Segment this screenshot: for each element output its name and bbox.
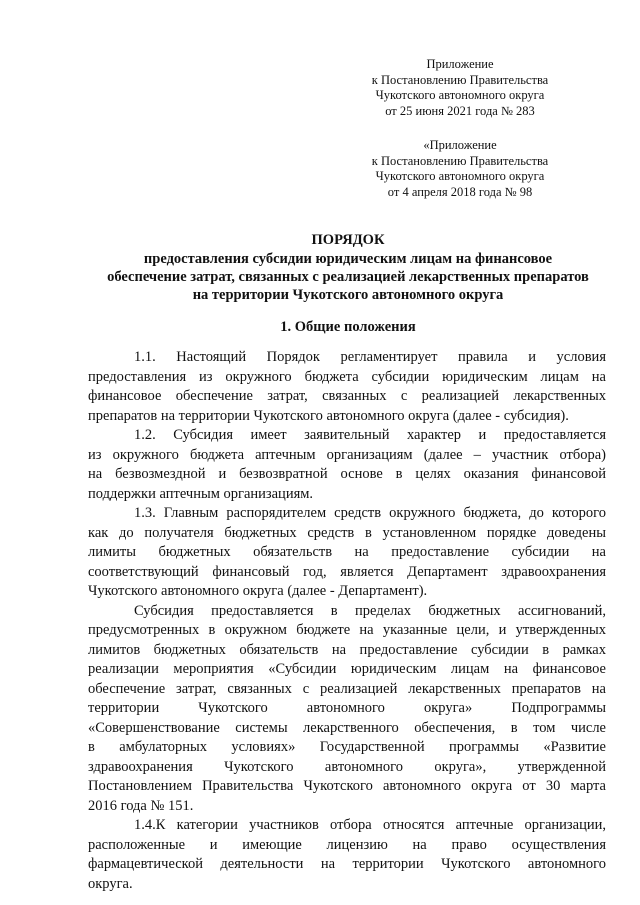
appendix-line: Чукотского автономного округа	[375, 169, 545, 183]
appendix-line: от 25 июня 2021 года № 283	[385, 103, 535, 118]
paragraph-line: как до получателя бюджетных средств в установленном порядке доведены	[88, 524, 606, 541]
paragraph-1-1	[88, 348, 606, 426]
paragraph-line: 1.4.К категории участников отбора относятся аптечные организации,	[134, 817, 606, 833]
paragraph-line: «Совершенствование системы лекарственного обеспечения, в том числе	[88, 719, 606, 736]
paragraph-line: лимиты бюджетных обязательств на предоставление субсидии на	[88, 544, 606, 560]
paragraph-line: Чукотского автономного округа (далее - Департамент).	[88, 583, 428, 599]
paragraph-line: 2016 года № 151.	[88, 797, 194, 814]
paragraph-1-3	[88, 504, 606, 602]
appendix-line: Чукотского автономного округа	[375, 88, 545, 102]
title-line: обеспечение затрат, связанных с реализацией лекарственных препаратов	[107, 269, 589, 285]
section-heading: 1. Общие положения	[280, 319, 416, 335]
paragraph-line: предусмотренных в окружном бюджете на указанные цели, и утвержденных	[88, 622, 606, 638]
paragraph-1-2	[88, 426, 606, 504]
paragraph-1-4	[88, 816, 606, 894]
paragraph-line: Субсидия предоставляется в пределах бюджетных ассигнований,	[134, 602, 606, 619]
paragraph-line: в амбулаторных условиях» Государственной программы «Развитие	[88, 739, 606, 755]
appendix-line: Приложение	[426, 57, 494, 71]
paragraph-line: обеспечение затрат, связанных с реализацией лекарственных препаратов на	[88, 680, 606, 697]
title-line: на территории Чукотского автономного округа	[192, 287, 504, 303]
paragraph-line: территории Чукотского автономного округа» Подпрограммы	[88, 700, 606, 716]
paragraph-line: 1.1. Настоящий Порядок регламентирует правила и условия	[134, 349, 606, 365]
paragraph-line: Постановлением Правительства Чукотского автономного округа от 30 марта	[88, 778, 606, 794]
paragraph-line: на безвозмездной и безвозвратной основе в целях оказания финансовой	[88, 466, 606, 482]
document-body	[88, 348, 606, 894]
paragraph-line: расположенные и имеющие лицензию на право осуществления	[88, 836, 606, 853]
paragraph-line: здравоохранения Чукотского автономного округа», утвержденной	[88, 758, 606, 775]
paragraph-line: финансовое обеспечение затрат, связанных с реализацией лекарственных	[88, 388, 606, 404]
paragraph-line: лимитов бюджетных обязательств на предоставление субсидии в рамках	[88, 641, 606, 658]
title-main: ПОРЯДОК	[311, 232, 385, 248]
appendix-header-original	[345, 138, 575, 200]
paragraph-line: поддержки аптечным организациям.	[88, 485, 314, 502]
appendix-header-current	[345, 57, 575, 119]
document-title	[88, 231, 608, 304]
paragraph-line: округа.	[88, 875, 133, 892]
appendix-line: к Постановлению Правительства	[371, 72, 549, 87]
paragraph-line: 1.3. Главным распорядителем средств окружного бюджета, до которого	[134, 505, 606, 521]
appendix-line: от 4 апреля 2018 года № 98	[387, 184, 533, 199]
paragraph-line: соответствующий финансовый год, является Департамент здравоохранения	[88, 563, 606, 580]
paragraph-line: из окружного бюджета аптечным организациям (далее – участник отбора)	[88, 446, 606, 463]
paragraph-line: реализации мероприятия «Субсидии юридическим лицам на финансовое	[88, 661, 606, 677]
paragraph-line: 1.2. Субсидия имеет заявительный характер и предоставляется	[134, 427, 606, 443]
paragraph-line: фармацевтической деятельности на территории Чукотского автономного	[88, 856, 606, 872]
appendix-line: «Приложение	[423, 138, 497, 152]
paragraph-line: препаратов на территории Чукотского автономного округа (далее - субсидия).	[88, 407, 569, 424]
paragraph-line: предоставления из окружного бюджета субсидии юридическим лицам на	[88, 368, 606, 385]
title-line: предоставления субсидии юридическим лицам на финансовое	[143, 251, 553, 267]
paragraph-subsidy-scope	[88, 602, 606, 817]
appendix-line: к Постановлению Правительства	[371, 153, 549, 168]
